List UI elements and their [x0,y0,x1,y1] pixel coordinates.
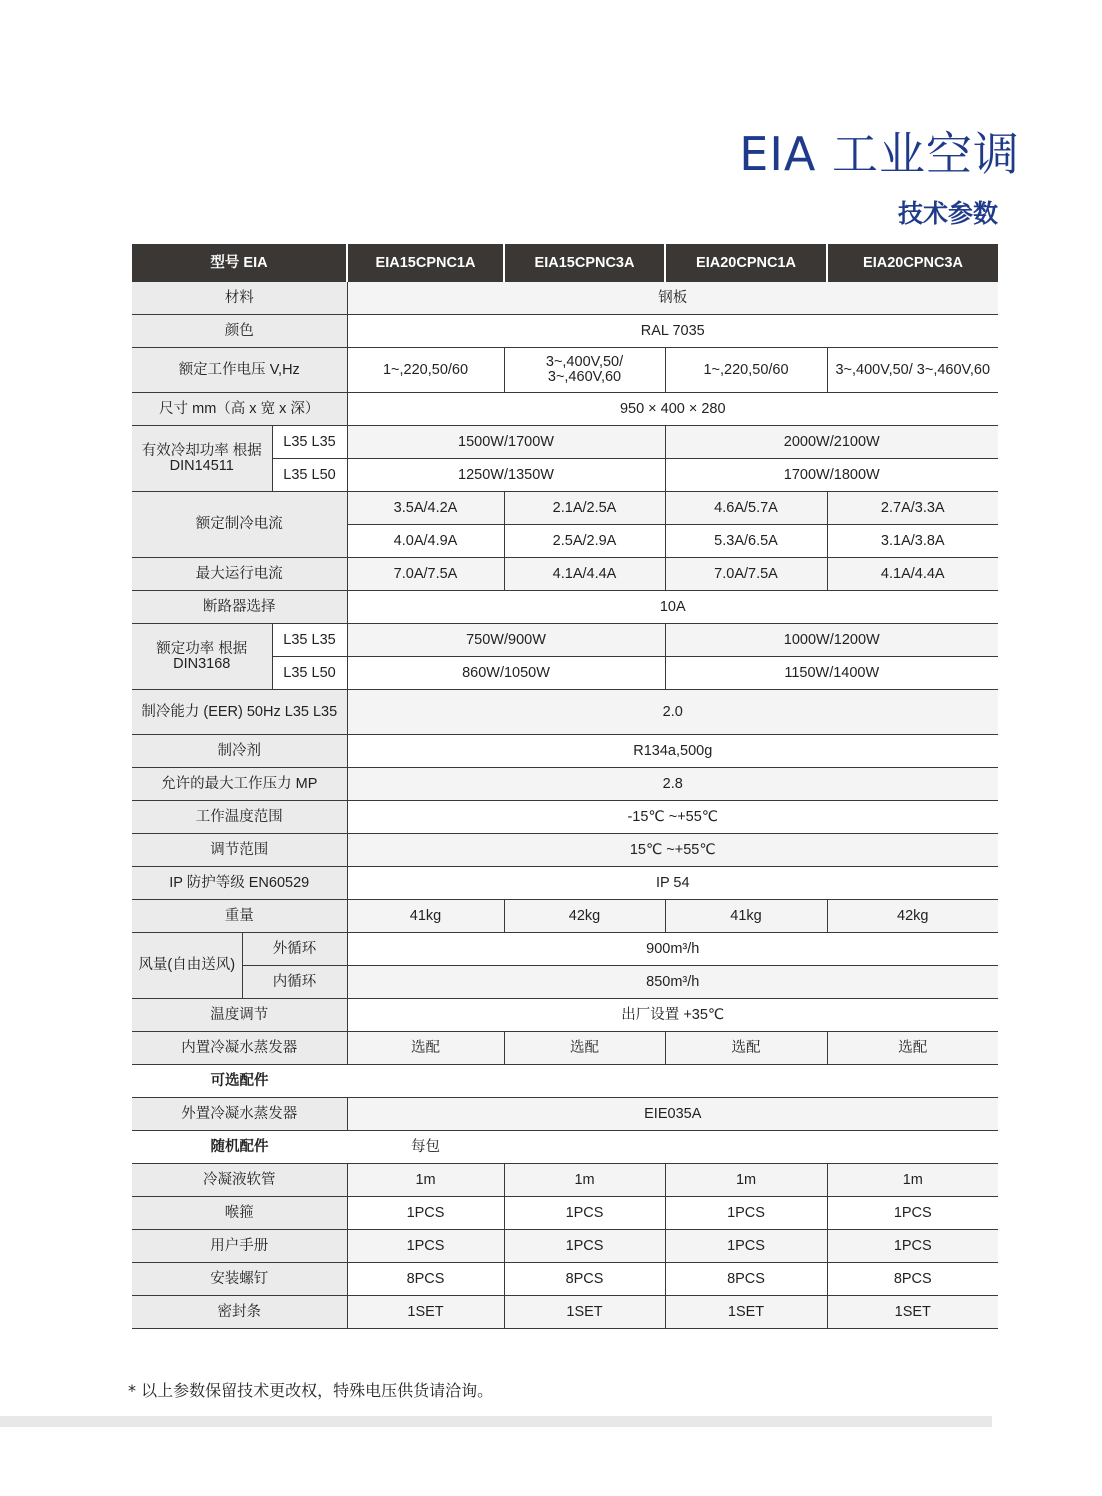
cell: 1000W/1200W [665,624,998,657]
cell: 1PCS [827,1230,998,1263]
table-row [132,801,998,834]
cell: 4.1A/4.4A [504,558,665,591]
cell: 1SET [827,1296,998,1329]
table-row [132,558,998,591]
sub-label: L35 L35 [272,426,347,459]
cell: 1m [665,1164,827,1197]
page-title: EIA 工业空调 [739,127,1020,181]
table-row [132,282,998,315]
sub-label: L35 L35 [272,624,347,657]
cell: 1SET [504,1296,665,1329]
table-row [132,426,998,459]
row-label: 风量(自由送风) [132,933,242,999]
row-label: 最大运行电流 [132,558,347,591]
page-subtitle: 技术参数 [897,199,998,228]
row-label: 温度调节 [132,999,347,1032]
table-row [132,393,998,426]
row-value: EIE035A [347,1098,998,1131]
header-col-3: EIA20CPNC1A [665,244,827,282]
row-label: 喉箍 [132,1197,347,1230]
cell: 3~,400V,50/ 3~,460V,60 [827,348,998,393]
sub-label: L35 L50 [272,657,347,690]
cell: 1PCS [347,1230,504,1263]
cell: 1~,220,50/60 [347,348,504,393]
row-label: 额定制冷电流 [132,492,347,558]
cell: 1PCS [665,1230,827,1263]
cell: 4.0A/4.9A [347,525,504,558]
table-row [132,867,998,900]
cell: 1SET [665,1296,827,1329]
section-label: 可选配件 [132,1065,347,1098]
row-label: 制冷剂 [132,735,347,768]
table-row [132,900,998,933]
cell: 1m [504,1164,665,1197]
table-row [132,735,998,768]
table-row [132,1032,998,1065]
row-value: 950 × 400 × 280 [347,393,998,426]
row-value: 10A [347,591,998,624]
row-label: 制冷能力 (EER) 50Hz L35 L35 [132,690,347,735]
cell: 1PCS [665,1197,827,1230]
cell: 1PCS [504,1230,665,1263]
cell: 7.0A/7.5A [665,558,827,591]
row-value [504,1131,998,1164]
sub-label: 外循环 [242,933,347,966]
cell: 2.5A/2.9A [504,525,665,558]
cell: 1m [347,1164,504,1197]
table-row [132,348,998,393]
header-col-1: EIA15CPNC1A [347,244,504,282]
row-value: R134a,500g [347,735,998,768]
cell: 选配 [827,1032,998,1065]
table-row [132,1098,998,1131]
row-label: 有效冷却功率 根据 DIN14511 [132,426,272,492]
cell: 3~,400V,50/ 3~,460V,60 [504,348,665,393]
row-value: -15℃ ~+55℃ [347,801,998,834]
table-row [132,1131,998,1164]
table-row [132,1164,998,1197]
cell: 8PCS [347,1263,504,1296]
cell: 2000W/2100W [665,426,998,459]
row-label: 颜色 [132,315,347,348]
cell: 1PCS [827,1197,998,1230]
row-label: 安装螺钉 [132,1263,347,1296]
cell: 1500W/1700W [347,426,665,459]
table-row [132,933,998,966]
cell: 41kg [665,900,827,933]
row-value: 2.8 [347,768,998,801]
row-label: 允许的最大工作压力 MP [132,768,347,801]
bottom-bar [0,1416,992,1427]
row-value: 每包 [347,1131,504,1164]
table-row [132,834,998,867]
cell: 42kg [504,900,665,933]
footnote: * 以上参数保留技术更改权，特殊电压供货请洽询。 [128,1381,494,1400]
cell: 41kg [347,900,504,933]
spec-table [132,244,998,1329]
cell: 42kg [827,900,998,933]
cell: 7.0A/7.5A [347,558,504,591]
row-label: IP 防护等级 EN60529 [132,867,347,900]
cell: 860W/1050W [347,657,665,690]
cell: 1150W/1400W [665,657,998,690]
row-value: IP 54 [347,867,998,900]
cell: 2.7A/3.3A [827,492,998,525]
table-row [132,1230,998,1263]
cell: 1700W/1800W [665,459,998,492]
row-label: 额定功率 根据 DIN3168 [132,624,272,690]
row-label: 调节范围 [132,834,347,867]
row-value: 900m³/h [347,933,998,966]
table-row [132,690,998,735]
table-row [132,768,998,801]
table-row [132,591,998,624]
row-value: RAL 7035 [347,315,998,348]
row-label: 密封条 [132,1296,347,1329]
table-row [132,315,998,348]
table-row [132,492,998,525]
cell: 5.3A/6.5A [665,525,827,558]
row-label: 工作温度范围 [132,801,347,834]
row-value: 15℃ ~+55℃ [347,834,998,867]
cell: 1SET [347,1296,504,1329]
row-label: 内置冷凝水蒸发器 [132,1032,347,1065]
cell: 选配 [504,1032,665,1065]
cell: 选配 [665,1032,827,1065]
header-col-2: EIA15CPNC3A [504,244,665,282]
row-value: 850m³/h [347,966,998,999]
cell: 3.1A/3.8A [827,525,998,558]
cell: 4.6A/5.7A [665,492,827,525]
cell: 8PCS [665,1263,827,1296]
table-row [132,1197,998,1230]
cell: 4.1A/4.4A [827,558,998,591]
row-label: 冷凝液软管 [132,1164,347,1197]
table-row [132,624,998,657]
table-row [132,1065,998,1098]
row-label: 尺寸 mm（高 x 宽 x 深） [132,393,347,426]
cell: 1m [827,1164,998,1197]
row-label: 外置冷凝水蒸发器 [132,1098,347,1131]
row-value: 出厂设置 +35℃ [347,999,998,1032]
row-label: 额定工作电压 V,Hz [132,348,347,393]
table-header-row [132,244,998,282]
cell: 3.5A/4.2A [347,492,504,525]
table-row [132,966,998,999]
cell: 8PCS [827,1263,998,1296]
table-row [132,1263,998,1296]
row-label: 断路器选择 [132,591,347,624]
row-value [347,1065,998,1098]
table-row [132,1296,998,1329]
table-row [132,999,998,1032]
row-label: 重量 [132,900,347,933]
cell: 8PCS [504,1263,665,1296]
sub-label: L35 L50 [272,459,347,492]
section-label: 随机配件 [132,1131,347,1164]
row-value: 2.0 [347,690,998,735]
row-label: 用户手册 [132,1230,347,1263]
cell: 750W/900W [347,624,665,657]
cell: 1~,220,50/60 [665,348,827,393]
cell: 1PCS [347,1197,504,1230]
row-label: 材料 [132,282,347,315]
cell: 1PCS [504,1197,665,1230]
cell: 1250W/1350W [347,459,665,492]
row-value: 钢板 [347,282,998,315]
cell: 2.1A/2.5A [504,492,665,525]
header-model: 型号 EIA [132,244,347,282]
sub-label: 内循环 [242,966,347,999]
header-col-4: EIA20CPNC3A [827,244,998,282]
cell: 选配 [347,1032,504,1065]
